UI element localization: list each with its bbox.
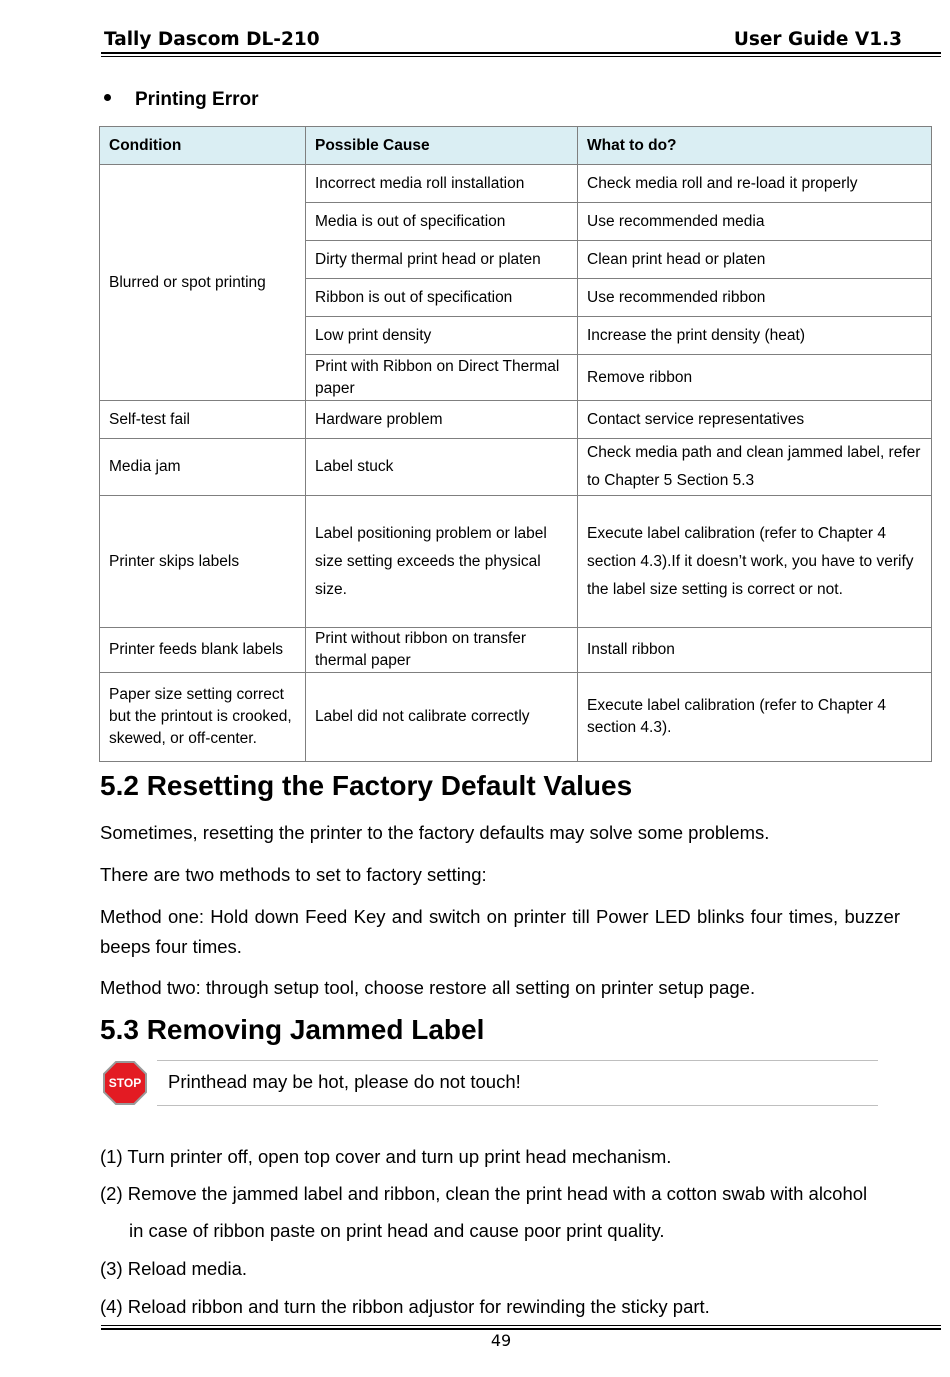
table-row [100,673,932,762]
page-number: 49 [490,1331,512,1350]
cause-cell: Hardware problem [306,401,578,439]
column-header: What to do? [578,127,932,165]
table-row [100,401,932,439]
step-item: (2) Remove the jammed label and ribbon, clean the print head with a cotton swab with alcohol [100,1183,868,1204]
paragraph: Method one: Hold down Feed Key and switch on printer till Power LED blinks four times, buzzer beeps four times. [100,906,900,957]
condition-cell: Paper size setting correct but the printout is crooked, skewed, or off-center. [100,673,306,762]
condition-cell: Self-test fail [100,401,306,439]
paragraph: There are two methods to set to factory setting: [100,864,487,885]
action-cell: Execute label calibration (refer to Chapter 4 section 4.3).If it doesn’t work, you have to verify the label size setting is correct or not. [578,496,932,628]
stop-sign-label: STOP [108,1076,142,1090]
header-rule [101,52,941,54]
table-row [100,439,932,496]
condition-cell: Printer skips labels [100,496,306,628]
action-cell: Execute label calibration (refer to Chapter 4 section 4.3). [578,673,932,762]
action-cell: Use recommended ribbon [578,279,932,317]
step-item-continuation: in case of ribbon paste on print head and cause poor print quality. [129,1220,665,1241]
cause-cell: Dirty thermal print head or platen [306,241,578,279]
cause-cell: Ribbon is out of specification [306,279,578,317]
table-row [100,165,932,203]
header-guide-version: User Guide V1.3 [733,29,902,50]
table-header-row [100,127,932,165]
cause-cell: Print without ribbon on transfer thermal paper [306,628,578,673]
bullet-icon [104,94,111,101]
footer-rule [101,1328,941,1330]
column-header: Possible Cause [306,127,578,165]
action-cell: Check media path and clean jammed label, refer to Chapter 5 Section 5.3 [578,439,932,496]
step-item: (1) Turn printer off, open top cover and turn up print head mechanism. [100,1146,672,1167]
cause-cell: Media is out of specification [306,203,578,241]
condition-cell: Media jam [100,439,306,496]
section-5-3-title: 5.3 Removing Jammed Label [100,1014,485,1045]
action-cell: Contact service representatives [578,401,932,439]
cause-cell: Low print density [306,317,578,355]
action-cell: Use recommended media [578,203,932,241]
paragraph: Method two: through setup tool, choose restore all setting on printer setup page. [100,977,756,998]
column-header: Condition [100,127,306,165]
table-row [100,496,932,628]
section-5-2-title: 5.2 Resetting the Factory Default Values [100,770,633,801]
printing-error-table [99,126,932,762]
cause-cell: Incorrect media roll installation [306,165,578,203]
step-item: (3) Reload media. [100,1258,248,1279]
printing-error-heading: Printing Error [104,89,259,111]
condition-cell: Printer feeds blank labels [100,628,306,673]
paragraph: Sometimes, resetting the printer to the factory defaults may solve some problems. [100,822,770,843]
action-cell: Check media roll and re-load it properly [578,165,932,203]
action-cell: Clean print head or platen [578,241,932,279]
footer-rule-thin [101,1325,941,1326]
condition-cell: Blurred or spot printing [100,165,306,401]
stop-sign-icon [102,1060,148,1106]
cause-cell: Label did not calibrate correctly [306,673,578,762]
warning-text: Printhead may be hot, please do not touch! [168,1071,521,1092]
cause-cell: Print with Ribbon on Direct Thermal paper [306,355,578,401]
step-item: (4) Reload ribbon and turn the ribbon adjustor for rewinding the sticky part. [100,1296,710,1317]
cause-cell: Label stuck [306,439,578,496]
header-product: Tally Dascom DL-210 [104,29,320,50]
table-row [100,628,932,673]
cause-cell: Label positioning problem or label size setting exceeds the physical size. [306,496,578,628]
action-cell: Install ribbon [578,628,932,673]
header-rule-thin [101,56,941,57]
action-cell: Increase the print density (heat) [578,317,932,355]
action-cell: Remove ribbon [578,355,932,401]
